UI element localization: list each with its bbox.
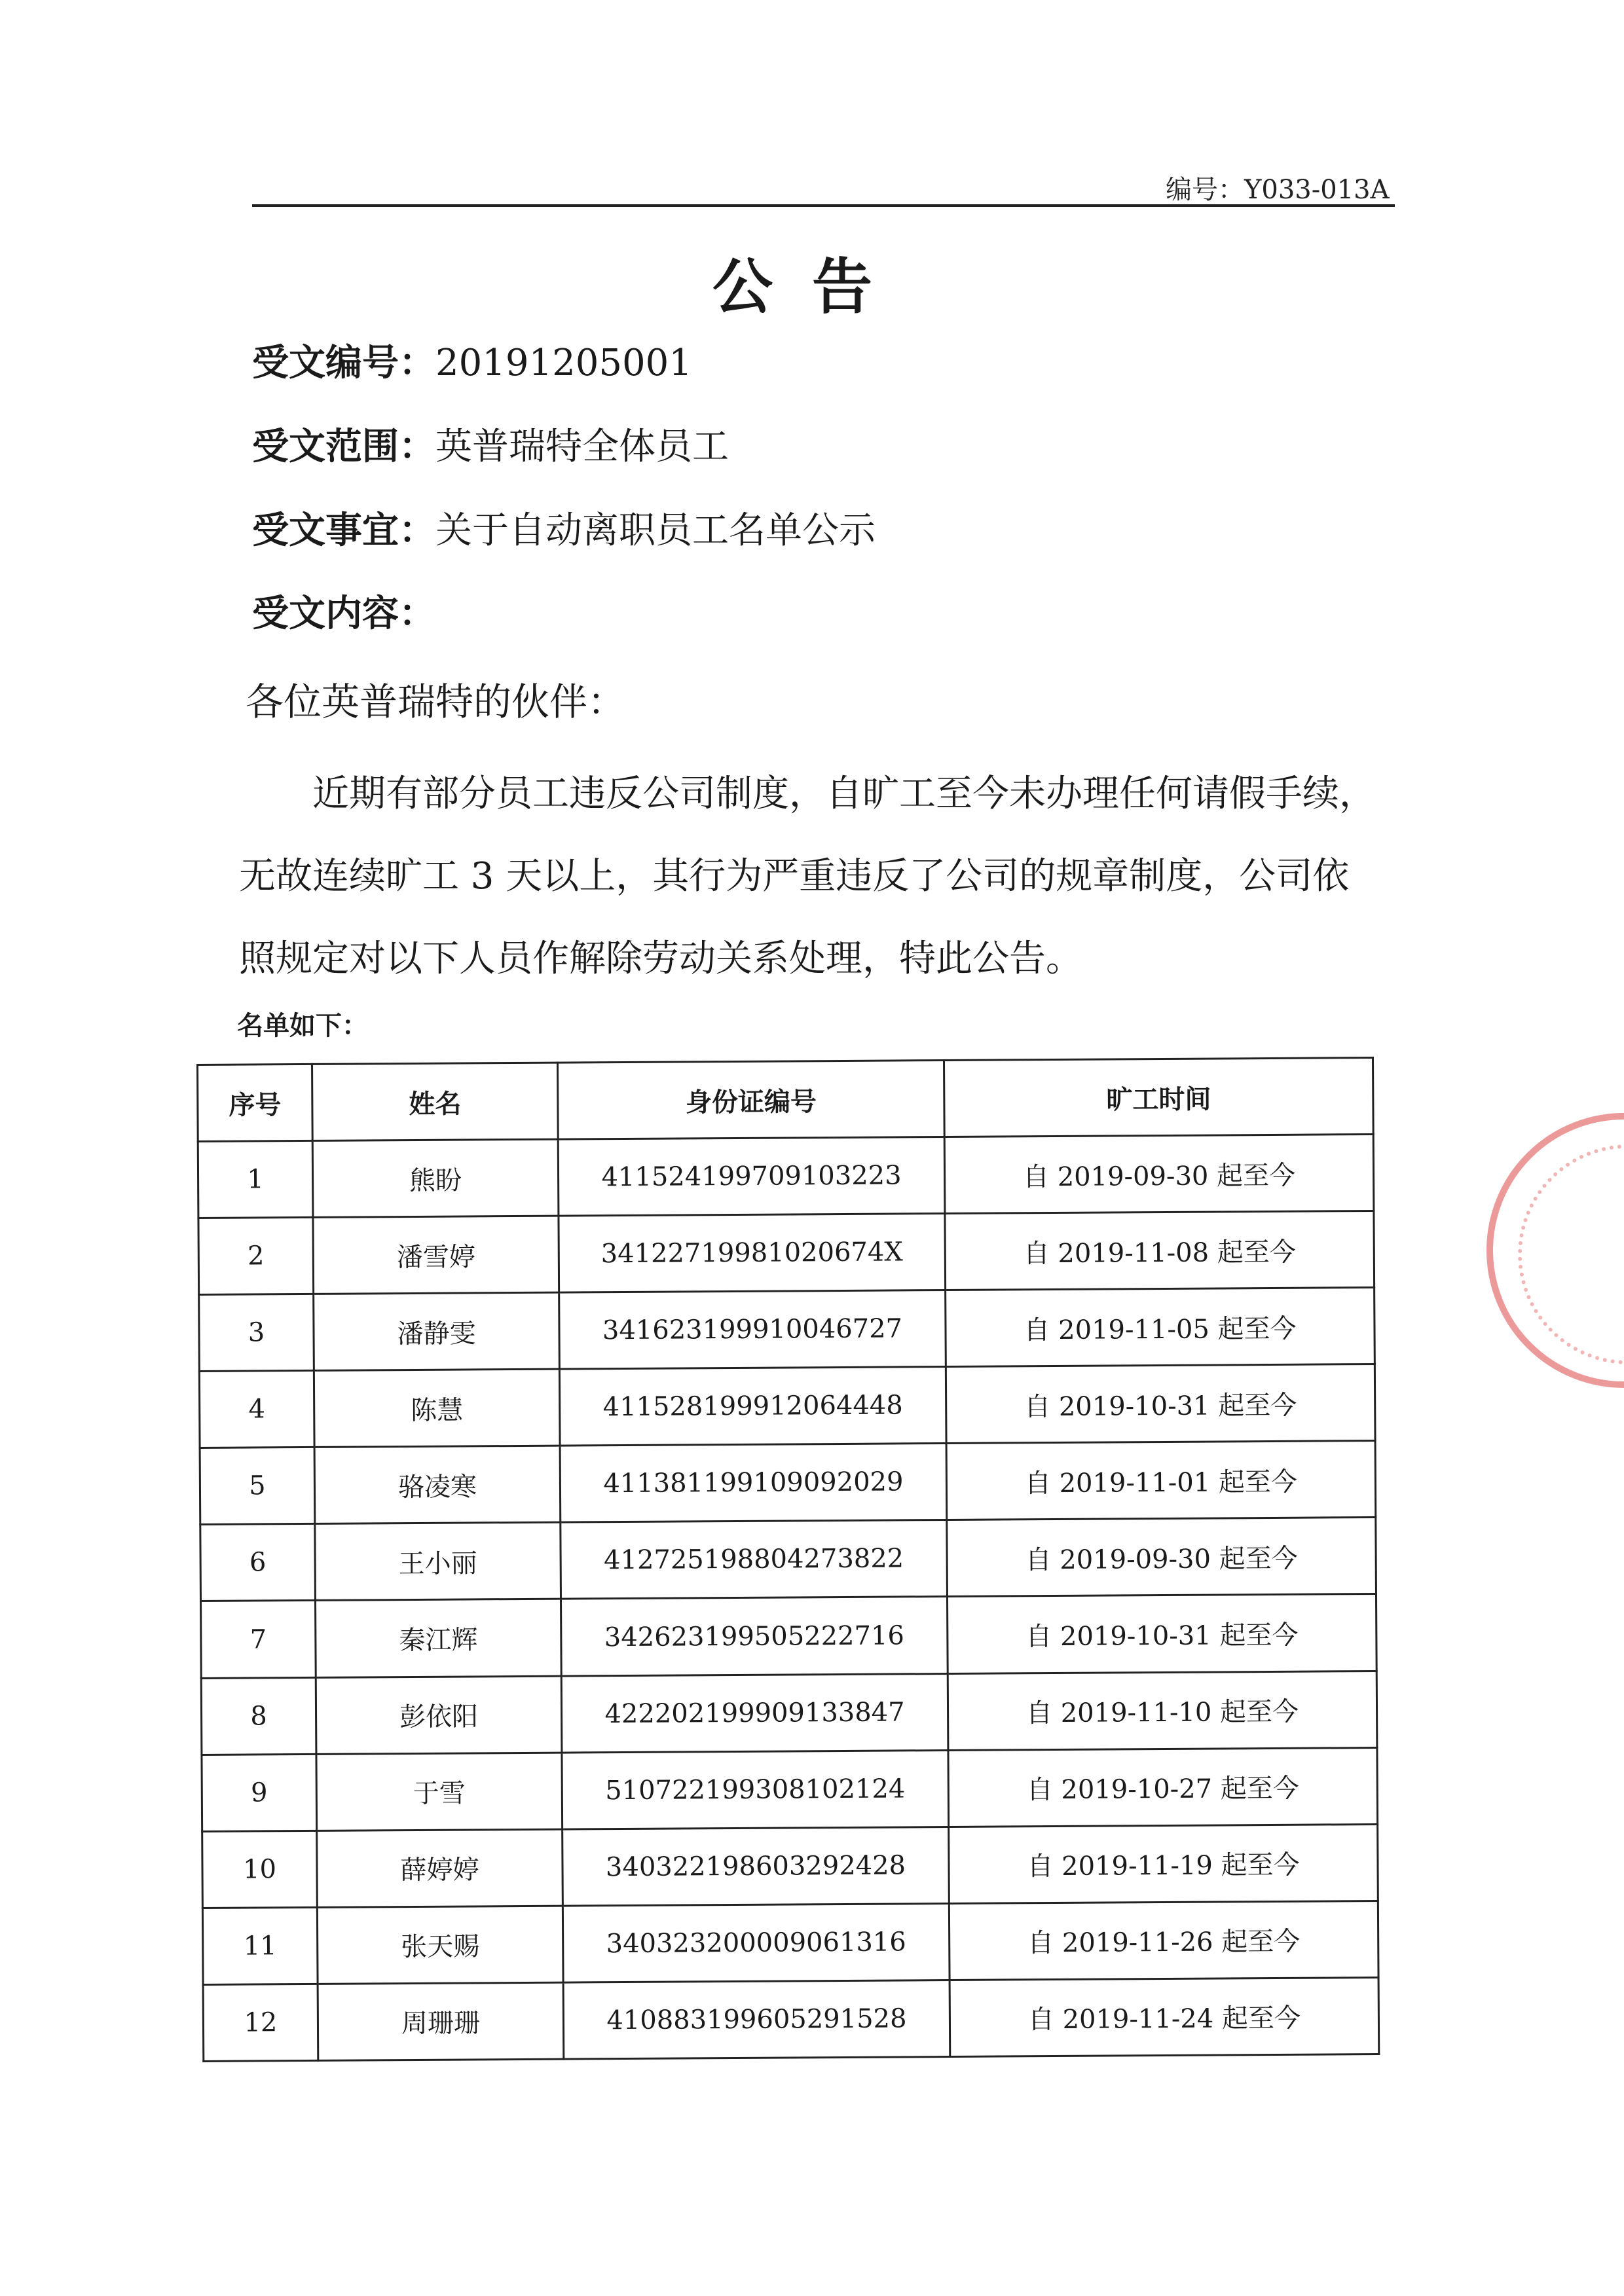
cell-seq: 2 xyxy=(198,1217,314,1294)
table-row xyxy=(198,1135,1374,1218)
cell-seq: 3 xyxy=(199,1294,314,1372)
cell-name: 于雪 xyxy=(316,1753,563,1831)
table-body xyxy=(198,1135,1379,2062)
table-row xyxy=(201,1594,1377,1678)
cell-name: 张天赐 xyxy=(317,1906,563,1984)
body-paragraph: 近期有部分员工违反公司制度，自旷工至今未办理任何请假手续，无故连续旷工 3 天以上，其行为严重违反了公司的规章制度，公司依照规定对以下人员作解除劳动关系处理，特此公告。 xyxy=(239,773,1376,980)
cell-id: 411528199912064448 xyxy=(559,1367,946,1446)
cell-name: 陈慧 xyxy=(314,1369,560,1447)
table-row xyxy=(202,1901,1378,1984)
cell-absence: 自 2019-11-26 起至今 xyxy=(949,1901,1378,1980)
cell-absence: 自 2019-11-08 起至今 xyxy=(945,1211,1375,1290)
greeting: 各位英普瑞特的伙伴： xyxy=(246,680,626,724)
table-row xyxy=(198,1211,1375,1295)
cell-absence: 自 2019-10-31 起至今 xyxy=(946,1364,1375,1444)
table-row xyxy=(200,1441,1376,1525)
cell-id: 34122719981020674X xyxy=(559,1214,946,1293)
cell-name: 秦江辉 xyxy=(316,1599,562,1677)
cell-seq: 8 xyxy=(201,1677,316,1755)
cell-name: 薛婷婷 xyxy=(317,1829,563,1907)
cell-id: 422202199909133847 xyxy=(561,1673,948,1753)
field-doc-no xyxy=(252,334,692,386)
cell-seq: 10 xyxy=(202,1831,318,1908)
cell-absence: 自 2019-11-24 起至今 xyxy=(950,1977,1379,2056)
document-number: 编号：Y033-013A xyxy=(1166,175,1390,205)
table-row xyxy=(200,1518,1376,1601)
cell-seq: 12 xyxy=(203,1984,318,2061)
cell-id: 510722199308102124 xyxy=(562,1750,949,1829)
cell-id: 411524199709103223 xyxy=(558,1137,945,1216)
cell-absence: 自 2019-11-19 起至今 xyxy=(949,1824,1378,1903)
cell-seq: 5 xyxy=(200,1448,315,1525)
cell-id: 412725198804273822 xyxy=(561,1520,948,1599)
cell-seq: 7 xyxy=(201,1601,316,1678)
header-seq: 序号 xyxy=(198,1064,313,1141)
cell-id: 340322198603292428 xyxy=(563,1827,950,1906)
cell-seq: 1 xyxy=(198,1140,313,1218)
cell-id: 342623199505222716 xyxy=(561,1597,948,1676)
list-caption: 名单如下： xyxy=(237,1011,368,1041)
header-absence: 旷工时间 xyxy=(944,1058,1373,1137)
cell-name: 潘雪婷 xyxy=(313,1216,559,1294)
field-scope xyxy=(252,418,729,470)
table-row xyxy=(201,1671,1377,1755)
table-row xyxy=(202,1824,1378,1908)
cell-seq: 11 xyxy=(202,1907,318,1984)
cell-name: 周珊珊 xyxy=(318,1982,564,2060)
cell-absence: 自 2019-10-31 起至今 xyxy=(947,1594,1376,1673)
cell-id: 410883199605291528 xyxy=(563,1980,950,2059)
header-name: 姓名 xyxy=(312,1063,559,1140)
field-scope-value: 英普瑞特全体员工 xyxy=(435,426,729,468)
table-row xyxy=(203,1977,1379,2061)
cell-name: 彭依阳 xyxy=(316,1676,562,1754)
cell-seq: 4 xyxy=(199,1371,314,1448)
table-row xyxy=(202,1747,1378,1831)
cell-absence: 自 2019-10-27 起至今 xyxy=(948,1747,1378,1827)
page-title: 公告 xyxy=(712,252,912,322)
header-divider xyxy=(252,204,1395,207)
cell-name: 骆凌寒 xyxy=(314,1446,561,1523)
cell-absence: 自 2019-11-01 起至今 xyxy=(946,1441,1376,1520)
cell-name: 熊盼 xyxy=(312,1139,559,1217)
cell-id: 340323200009061316 xyxy=(563,1903,950,1982)
field-subject-label: 受文事宜： xyxy=(252,509,435,552)
cell-seq: 9 xyxy=(202,1754,317,1831)
header-id: 身份证编号 xyxy=(557,1061,944,1140)
company-seal-inner-ring xyxy=(1518,1144,1624,1364)
table-row xyxy=(199,1364,1375,1448)
cell-seq: 6 xyxy=(200,1524,316,1601)
field-subject-value: 关于自动离职员工名单公示 xyxy=(435,509,876,552)
cell-id: 411381199109092029 xyxy=(560,1444,947,1523)
cell-absence: 自 2019-11-05 起至今 xyxy=(946,1288,1375,1367)
field-scope-label: 受文范围： xyxy=(252,426,435,468)
field-subject xyxy=(252,501,876,554)
field-content xyxy=(252,585,435,637)
field-doc-no-label: 受文编号： xyxy=(252,342,435,384)
cell-id: 341623199910046727 xyxy=(559,1290,946,1370)
field-doc-no-value: 20191205001 xyxy=(435,342,692,384)
cell-name: 王小丽 xyxy=(315,1523,561,1601)
cell-absence: 自 2019-09-30 起至今 xyxy=(944,1135,1374,1214)
cell-absence: 自 2019-09-30 起至今 xyxy=(947,1518,1376,1597)
table-header-row xyxy=(198,1058,1374,1142)
cell-absence: 自 2019-11-10 起至今 xyxy=(948,1671,1377,1750)
employee-table xyxy=(196,1057,1380,2062)
cell-name: 潘静雯 xyxy=(314,1292,560,1370)
company-seal xyxy=(1486,1113,1624,1388)
field-content-label: 受文内容： xyxy=(252,592,435,635)
table-row xyxy=(199,1288,1375,1372)
